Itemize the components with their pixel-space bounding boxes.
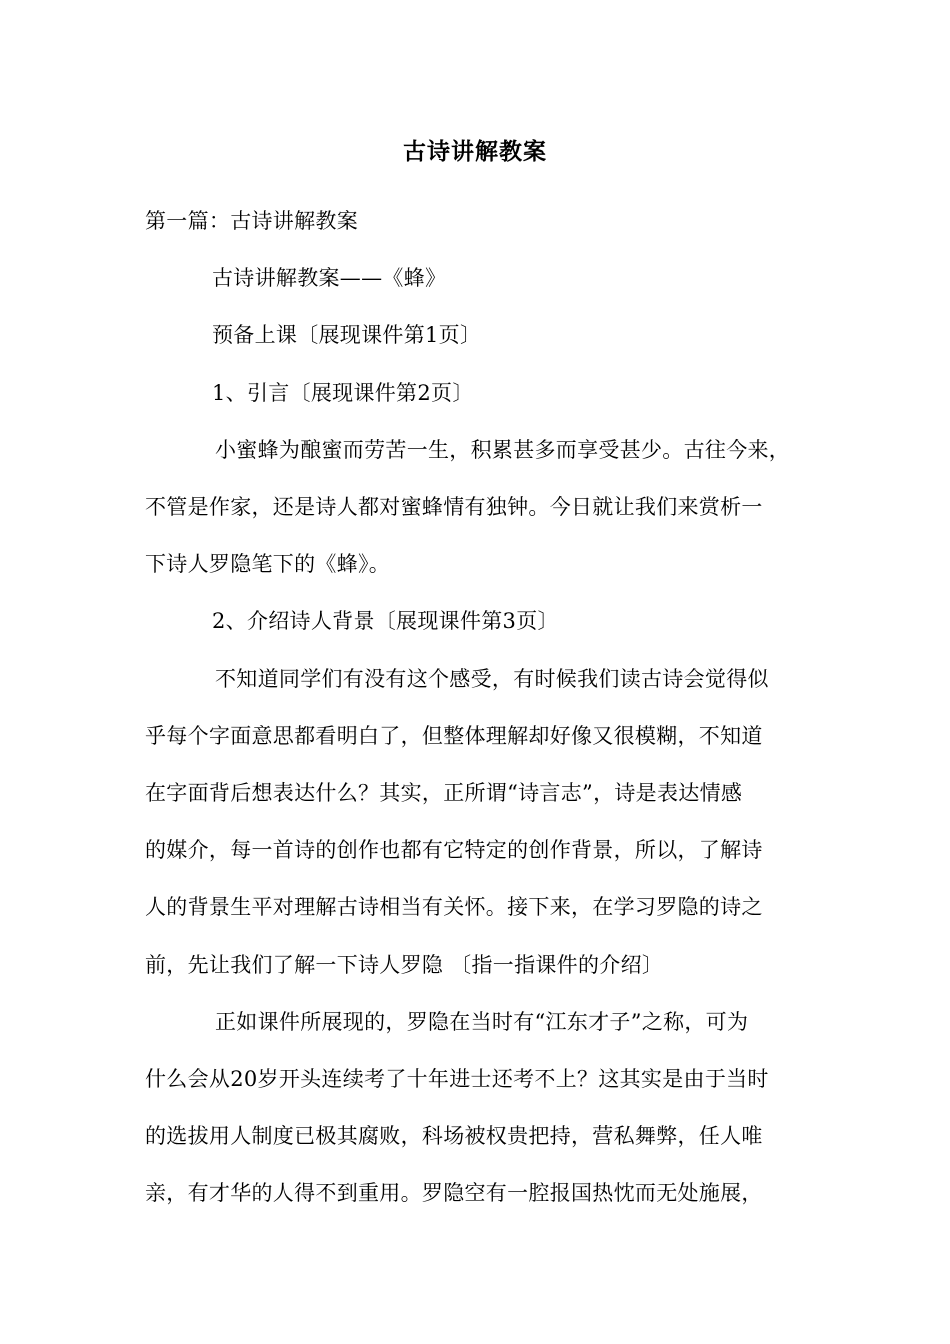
paragraph-line: 亲，有才华的人得不到重用。罗隐空有一腔报国热忱而无处施展，	[145, 1181, 763, 1205]
paragraph-line: 乎每个字面意思都看明白了，但整体理解却好像又很模糊，不知道	[145, 724, 763, 748]
paragraph-line: 正如课件所展现的，罗隐在当时有“江东才子”之称，可为	[215, 1010, 749, 1034]
paragraph-line: 小蜜蜂为酿蜜而劳苦一生，积累甚多而享受甚少。古往今来，	[215, 438, 791, 462]
section-heading: 第一篇：古诗讲解教案	[145, 209, 358, 233]
paragraph-line: 在字面背后想表达什么？其实，正所谓“诗言志”，诗是表达情感	[145, 781, 743, 805]
paragraph-line: 前，先让我们了解一下诗人罗隐 〔指一指课件的介绍〕	[145, 953, 664, 977]
paragraph-line: 下诗人罗隐笔下的《蜂》。	[145, 552, 391, 576]
document-title: 古诗讲解教案	[403, 138, 547, 165]
step-prepare: 预备上课〔展现课件第1页〕	[212, 323, 482, 347]
step-poet-background: 2、介绍诗人背景〔展现课件第3页〕	[212, 609, 559, 633]
paragraph-line: 不管是作家，还是诗人都对蜜蜂情有独钟。今日就让我们来赏析一	[145, 495, 763, 519]
step-introduction: 1、引言〔展现课件第2页〕	[212, 381, 474, 405]
paragraph-line: 不知道同学们有没有这个感受，有时候我们读古诗会觉得似	[215, 667, 769, 691]
lesson-title: 古诗讲解教案——《蜂》	[212, 266, 447, 290]
paragraph-line: 什么会从20岁开头连续考了十年进士还考不上？这其实是由于当时	[145, 1067, 769, 1091]
paragraph-line: 的媒介，每一首诗的创作也都有它特定的创作背景，所以，了解诗	[145, 838, 763, 862]
paragraph-line: 的选拔用人制度已极其腐败，科场被权贵把持，营私舞弊，任人唯	[145, 1124, 763, 1148]
paragraph-line: 人的背景生平对理解古诗相当有关怀。接下来，在学习罗隐的诗之	[145, 895, 763, 919]
